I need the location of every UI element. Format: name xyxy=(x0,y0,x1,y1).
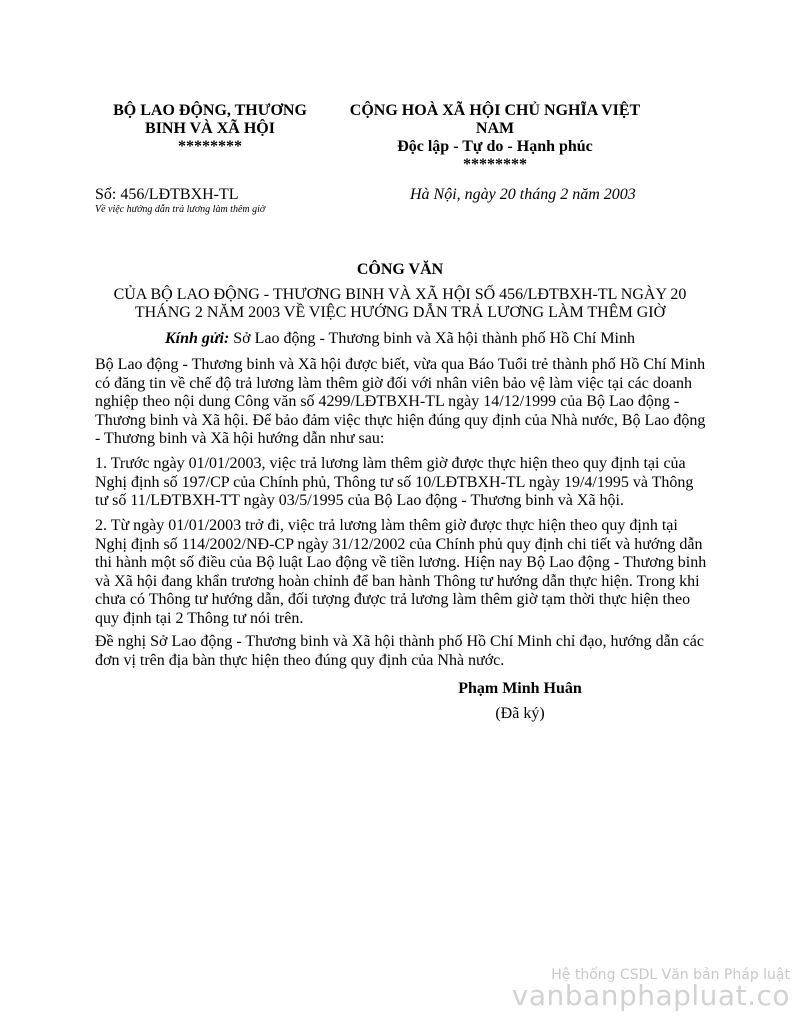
signature-status: (Đã ký) xyxy=(495,705,545,722)
national-header xyxy=(330,102,660,174)
nation-line-2: NAM xyxy=(475,120,515,137)
paragraph-item-2: 2. Từ ngày 01/01/2003 trở đi, việc trả lương làm thêm giờ được thực hiện theo quy định tại Nghị định số 114/2002/NĐ-CP ngày 31/12/2002 của Chính phủ quy định chi tiết và hướng dẫn thi hành một số điều của Bộ luật Lao động về tiền lương. Hiện nay Bộ Lao động - Thương binh và Xã hội đang khẩn trương hoàn chỉnh để ban hành Thông tư hướng dẫn thực hiện. Trong khi chưa có Thông tư hướng dẫn, đối tượng được trả lương làm thêm giờ tạm thời thực hiện theo quy định tại 2 Thông tư nói trên. xyxy=(95,517,707,627)
agency-line-1: BỘ LAO ĐỘNG, THƯƠNG xyxy=(113,102,307,119)
watermark-caption: Hệ thống CSDL Văn bản Pháp luật xyxy=(551,967,790,983)
paragraph-item-1: 1. Trước ngày 01/01/2003, việc trả lương làm thêm giờ được thực hiện theo quy định tại của Nghị định số 197/CP của Chính phủ, Thông tư số 10/LĐTBXH-TL ngày 19/4/1995 và Thông tư số 11/LĐTBXH-TT ngày 03/5/1995 của Bộ Lao động - Thương binh và Xã hội. xyxy=(95,455,694,509)
paragraph-request: Đề nghị Sở Lao động - Thương binh và Xã hội thành phố Hồ Chí Minh chỉ đạo, hướng dẫn các đơn vị trên địa bàn thực hiện theo đúng quy định của Nhà nước. xyxy=(95,633,705,669)
nation-stars: ******** xyxy=(463,156,527,173)
recipient-text: Sở Lao động - Thương binh và Xã hội thành phố Hồ Chí Minh xyxy=(229,330,635,347)
nation-line-1: CỘNG HOÀ XÃ HỘI CHỦ NGHĨA VIỆT xyxy=(349,102,641,119)
motto: Độc lập - Tự do - Hạnh phúc xyxy=(397,138,593,155)
document-title: CÔNG VĂN xyxy=(356,261,444,278)
recipient-line xyxy=(0,330,800,348)
issuing-agency xyxy=(95,102,325,156)
paragraph-intro: Bộ Lao động - Thương binh và Xã hội được biết, vừa qua Báo Tuổi trẻ thành phố Hồ Chí Minh có đăng tin về chế độ trả lương làm thêm giờ đối với nhân viên bảo vệ làm việc tại các doanh nghiệp theo nội dung Công văn số 4299/LĐTBXH-TL ngày 14/12/1999 của Bộ Lao động - Thương binh và Xã hội. Để bảo đảm việc thực hiện đúng quy định của Nhà nước, Bộ Lao động - Thương binh và Xã hội hướng dẫn như sau: xyxy=(95,356,706,447)
agency-stars: ******** xyxy=(178,138,242,155)
document-subtitle: CỦA BỘ LAO ĐỘNG - THƯƠNG BINH VÀ XÃ HỘI SỐ 456/LĐTBXH-TL NGÀY 20 THÁNG 2 NĂM 2003 VỀ VIỆC HƯỚNG DẪN TRẢ LƯƠNG LÀM THÊM GIỜ xyxy=(113,286,687,321)
place-date: Hà Nội, ngày 20 tháng 2 năm 2003 xyxy=(410,186,636,203)
recipient-label: Kính gửi: xyxy=(165,330,230,347)
agency-line-2: BINH VÀ XÃ HỘI xyxy=(145,120,275,137)
document-number: Số: 456/LĐTBXH-TL xyxy=(95,186,239,203)
signer-name: Phạm Minh Huân xyxy=(458,680,582,697)
watermark-site: vanbanphapluat.co xyxy=(511,979,790,1012)
document-subject: Về việc hướng dẫn trả lương làm thêm giờ xyxy=(95,204,266,215)
